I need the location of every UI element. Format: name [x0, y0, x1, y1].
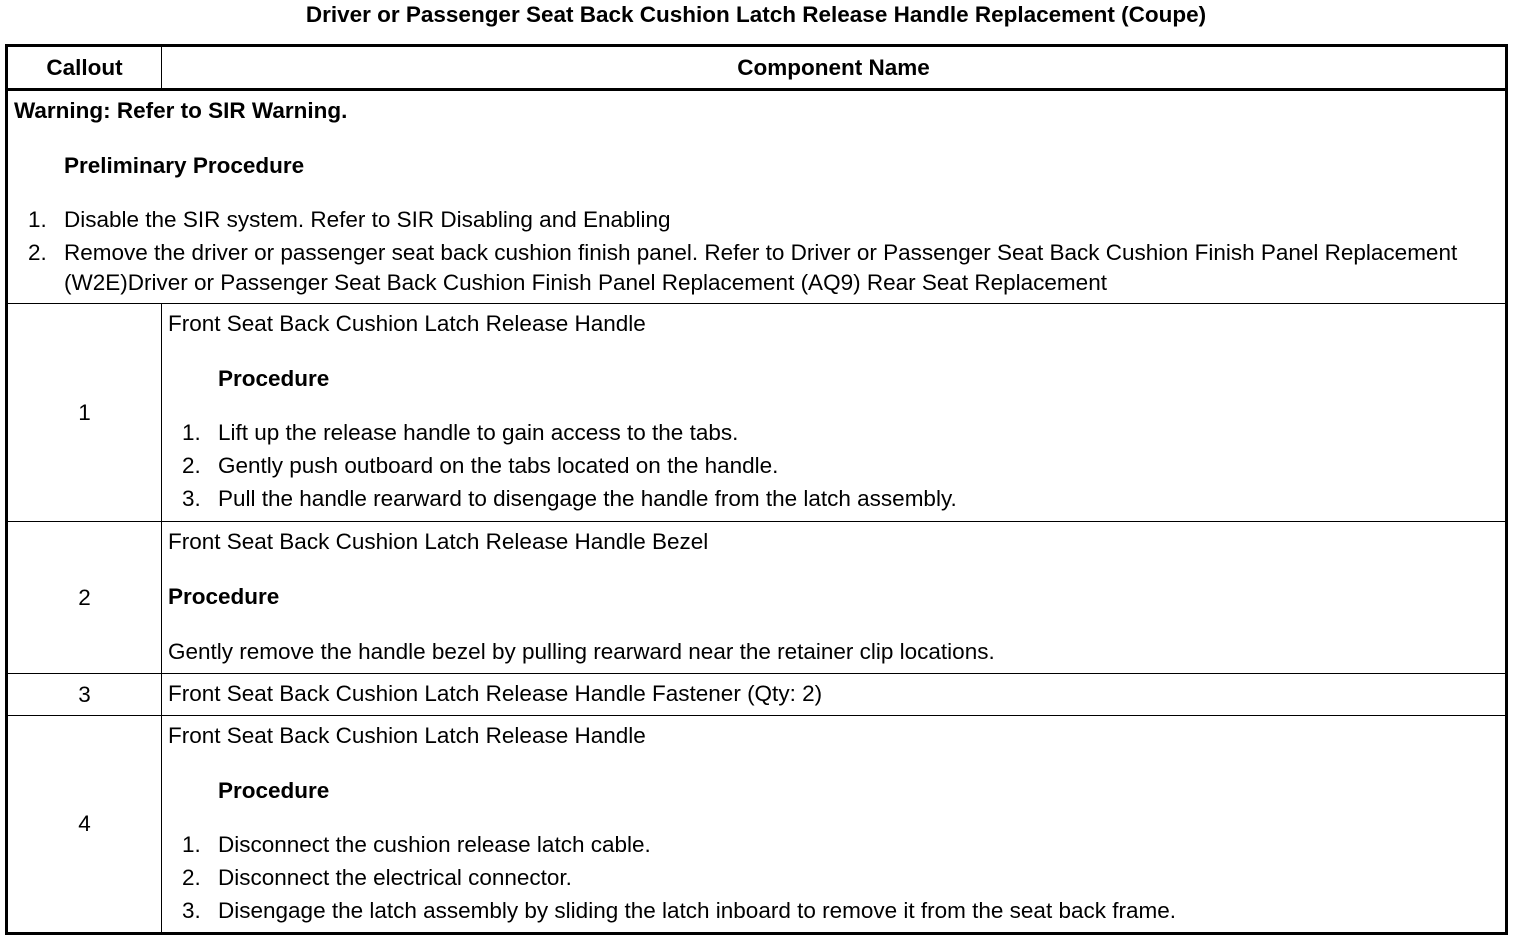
step-number: 2. — [182, 865, 201, 890]
component-name: Front Seat Back Cushion Latch Release Handle — [168, 723, 646, 748]
procedure-steps — [168, 830, 1499, 926]
list-item — [168, 830, 1499, 860]
document-title: Driver or Passenger Seat Back Cushion Latch Release Handle Replacement (Coupe) — [305, 2, 1207, 27]
procedure-heading: Procedure — [168, 584, 280, 609]
step-text: Disengage the latch assembly by sliding the latch inboard to remove it from the seat back frame. — [218, 898, 1176, 923]
step-text: Lift up the release handle to gain access to the tabs. — [218, 420, 739, 445]
table-row — [7, 674, 1507, 716]
step-text: Remove the driver or passenger seat back cushion finish panel. Refer to Driver or Passenger Seat Back Cushion Finish Panel Replacement (W2E)Driver or Passenger Seat Back Cushion Finish Panel Replacement (AQ9) Rear Seat Replacement — [64, 240, 1458, 295]
callout-column-header: Callout — [7, 46, 162, 90]
list-item — [14, 238, 1499, 298]
procedure-heading: Procedure — [218, 366, 330, 391]
preliminary-procedure-heading: Preliminary Procedure — [64, 153, 305, 178]
step-text: Disconnect the electrical connector. — [218, 865, 572, 890]
list-item — [168, 863, 1499, 893]
step-number: 2. — [28, 240, 47, 265]
callout-number: 3 — [7, 674, 162, 716]
step-number: 1. — [182, 420, 201, 445]
step-text: Disconnect the cushion release latch cable. — [218, 832, 651, 857]
component-name: Front Seat Back Cushion Latch Release Handle Bezel — [168, 529, 709, 554]
component-name-column-header: Component Name — [162, 46, 1507, 90]
component-cell — [162, 674, 1507, 716]
sir-warning: Warning: Refer to SIR Warning. — [14, 98, 348, 123]
list-item — [14, 205, 1499, 235]
step-number: 1. — [28, 207, 47, 232]
step-text: Pull the handle rearward to disengage the handle from the latch assembly. — [218, 486, 957, 511]
preliminary-row — [7, 90, 1507, 304]
callout-number: 2 — [7, 522, 162, 674]
procedure-heading: Procedure — [218, 778, 330, 803]
list-item — [168, 484, 1499, 514]
list-item — [168, 418, 1499, 448]
table-header-row — [7, 46, 1507, 90]
procedure-steps — [168, 418, 1499, 514]
component-name: Front Seat Back Cushion Latch Release Handle — [168, 311, 646, 336]
list-item — [168, 896, 1499, 926]
table-row — [7, 304, 1507, 522]
procedure-table — [5, 44, 1508, 935]
list-item — [168, 451, 1499, 481]
component-name: Front Seat Back Cushion Latch Release Handle Fastener (Qty: 2) — [168, 681, 823, 706]
component-cell — [162, 522, 1507, 674]
component-cell — [162, 716, 1507, 934]
step-number: 3. — [182, 486, 201, 511]
callout-number: 4 — [7, 716, 162, 934]
preliminary-cell — [7, 90, 1507, 304]
callout-number: 1 — [7, 304, 162, 522]
step-text: Disable the SIR system. Refer to SIR Disabling and Enabling — [64, 207, 671, 232]
step-number: 2. — [182, 453, 201, 478]
preliminary-steps — [14, 205, 1499, 298]
table-row — [7, 716, 1507, 934]
step-number: 1. — [182, 832, 201, 857]
table-row — [7, 522, 1507, 674]
component-cell — [162, 304, 1507, 522]
procedure-text: Gently remove the handle bezel by pulling rearward near the retainer clip locations. — [168, 639, 995, 664]
step-number: 3. — [182, 898, 201, 923]
step-text: Gently push outboard on the tabs located on the handle. — [218, 453, 779, 478]
